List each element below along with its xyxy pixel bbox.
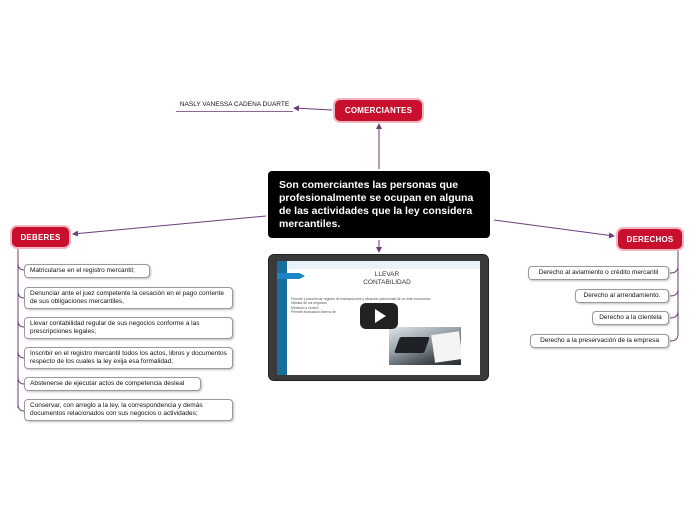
calculator-photo	[389, 327, 461, 365]
link-central-derechos	[494, 220, 614, 236]
author-name-text: NASLY VANESSA CADENA DUARTE	[179, 101, 290, 108]
deber-item-2-text: Denunciar ante el juez competente la cesación en el pago corriente de sus obligaciones mercantiles,	[30, 290, 225, 305]
deber-item-4[interactable]	[24, 347, 233, 369]
derecho-item-2-text: Derecho al arrendamiento.	[583, 292, 661, 299]
topic-derechos[interactable]	[618, 229, 682, 249]
derecho-item-1[interactable]	[528, 266, 669, 280]
topic-deberes-label: DEBERES	[20, 232, 61, 242]
slide-title: LLEVAR CONTABILIDAD	[363, 271, 411, 286]
play-button[interactable]	[360, 303, 398, 329]
deber-item-5-text: Abstenerse de ejecutar actos de competencia desleal	[30, 380, 185, 387]
derecho-item-4-text: Derecho a la preservación de la empresa	[540, 337, 659, 344]
slide-arrow-icon	[277, 273, 305, 279]
topic-deberes[interactable]	[12, 227, 69, 247]
slide-bullet: Permite y pasa llevar registro de transacciones y situación patrimonial de un ente económico.	[291, 297, 432, 301]
slide-bullet: Utilidad de los negocios	[291, 301, 327, 306]
slide-bullet: Permite evaluación interna de	[291, 310, 336, 315]
derecho-item-1-text: Derecho al aviamiento o crédito mercantil	[538, 269, 659, 276]
topic-comerciantes-label: COMERCIANTES	[344, 106, 413, 115]
central-topic-text: Son comerciantes las personas que profesionalmente se ocupan en alguna de las actividades que la ley considera mercantiles.	[279, 179, 474, 230]
topic-derechos-label: DERECHOS	[626, 234, 674, 244]
embedded-video[interactable]	[268, 254, 489, 381]
topic-comerciantes[interactable]	[335, 100, 422, 121]
deber-item-6-text: Conservar, con arreglo a la ley, la correspondencia y demás documentos relacionados con sus negocios o actividades;	[30, 402, 203, 417]
subtopic-author-name[interactable]	[176, 101, 293, 112]
deber-item-2[interactable]	[24, 287, 233, 309]
derecho-item-3-text: Derecho a la clientela	[599, 314, 662, 321]
link-central-deberes	[73, 216, 266, 234]
slide-header-band	[287, 261, 480, 269]
derecho-item-3[interactable]	[592, 311, 669, 325]
deber-item-3[interactable]	[24, 317, 233, 339]
deber-item-1-text: Matricularse en el registro mercantil;	[30, 267, 135, 274]
deber-item-5[interactable]	[24, 377, 201, 391]
deber-item-6[interactable]	[24, 399, 233, 421]
derecho-item-2[interactable]	[575, 289, 669, 303]
deber-item-4-text: Inscribir en el registro mercantil todos los actos, libros y documentos respecto de los cuales la ley exija esa formalidad;	[30, 350, 227, 365]
link-comerciantes-name	[294, 108, 332, 110]
derecho-item-4[interactable]	[530, 334, 669, 348]
deber-item-1[interactable]	[24, 264, 150, 278]
central-topic[interactable]	[268, 171, 490, 238]
slide-bullet: Medición y control	[291, 305, 319, 310]
play-icon	[375, 309, 386, 323]
deber-item-3-text: Llevar contabilidad regular de sus negocios conforme a las prescripciones legales;	[30, 320, 200, 335]
